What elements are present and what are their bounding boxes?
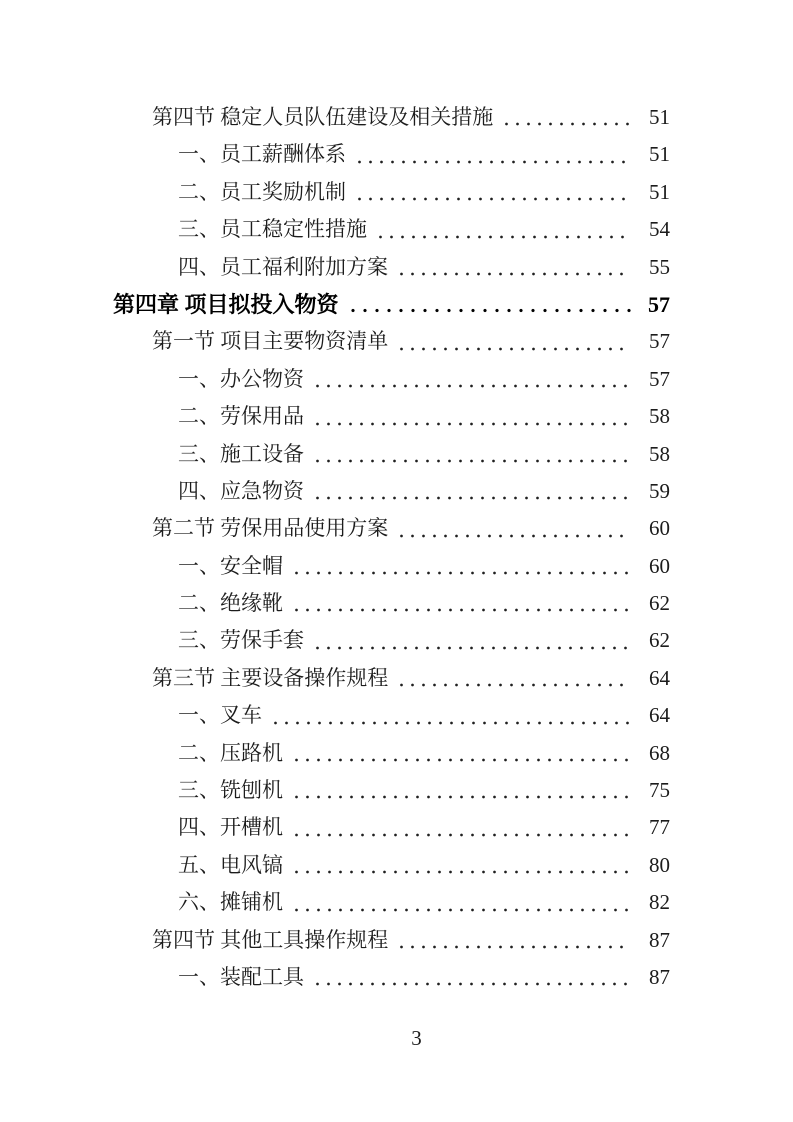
toc-entry-label: 一、叉车 xyxy=(178,703,262,728)
toc-entry-label: 第四节 其他工具操作规程 xyxy=(152,927,389,952)
toc-entry-label: 二、压路机 xyxy=(178,740,283,765)
toc-entry-label: 二、绝缘靴 xyxy=(178,591,283,616)
dot-leader xyxy=(347,286,631,323)
dot-leader xyxy=(396,660,631,697)
toc-entry-label: 三、员工稳定性措施 xyxy=(178,217,367,242)
toc-entry-item[interactable] xyxy=(0,735,670,772)
toc-entry-item[interactable] xyxy=(0,174,670,211)
toc-entry-page-number: 62 xyxy=(649,591,670,616)
dot-leader xyxy=(375,211,631,248)
toc-entry-page-number: 51 xyxy=(649,105,670,129)
page-footer xyxy=(0,1028,793,1049)
toc-entry-label: 四、开槽机 xyxy=(178,815,283,840)
toc-entry-item[interactable] xyxy=(0,622,670,659)
dot-leader xyxy=(354,136,631,173)
toc-entry-label: 三、铣刨机 xyxy=(178,778,283,803)
dot-leader xyxy=(396,323,631,360)
toc-entry-section[interactable] xyxy=(0,922,670,959)
toc-entry-label: 五、电风镐 xyxy=(178,852,283,877)
toc-entry-page-number: 51 xyxy=(649,142,670,167)
toc-entry-label: 四、应急物资 xyxy=(178,478,304,503)
toc-entry-page-number: 62 xyxy=(649,628,670,653)
toc-entry-section[interactable] xyxy=(0,323,670,360)
toc-entry-label: 第一节 项目主要物资清单 xyxy=(152,329,389,354)
footer-page-number: 3 xyxy=(411,1026,422,1050)
toc-entry-item[interactable] xyxy=(0,884,670,921)
toc-entry-label: 第三节 主要设备操作规程 xyxy=(152,665,389,690)
toc-entry-item[interactable] xyxy=(0,473,670,510)
dot-leader xyxy=(312,398,631,435)
dot-leader xyxy=(291,884,631,921)
dot-leader xyxy=(396,510,631,547)
dot-leader xyxy=(291,809,631,846)
dot-leader xyxy=(312,473,631,510)
toc-entry-page-number: 64 xyxy=(649,665,670,690)
toc-entry-item[interactable] xyxy=(0,959,670,996)
toc-entry-item[interactable] xyxy=(0,772,670,809)
dot-leader xyxy=(312,361,631,398)
toc-entry-label: 一、装配工具 xyxy=(178,964,304,989)
toc-entry-label: 一、员工薪酬体系 xyxy=(178,142,346,167)
toc-entry-page-number: 57 xyxy=(649,329,670,354)
toc-entry-page-number: 59 xyxy=(649,478,670,503)
toc-entry-label: 六、摊铺机 xyxy=(178,890,283,915)
toc-entry-item[interactable] xyxy=(0,847,670,884)
toc-entry-page-number: 58 xyxy=(649,441,670,466)
toc-entry-page-number: 57 xyxy=(648,291,670,317)
toc-entry-label: 二、员工奖励机制 xyxy=(178,179,346,204)
toc-entry-page-number: 55 xyxy=(649,254,670,279)
dot-leader xyxy=(396,922,631,959)
toc-entry-label: 二、劳保用品 xyxy=(178,404,304,429)
toc-entry-item[interactable] xyxy=(0,697,670,734)
toc-entry-page-number: 68 xyxy=(649,740,670,765)
toc-entry-item[interactable] xyxy=(0,436,670,473)
toc-entry-label: 一、办公物资 xyxy=(178,366,304,391)
toc-entry-label: 四、员工福利附加方案 xyxy=(178,254,388,279)
dot-leader xyxy=(291,585,631,622)
toc-entry-item[interactable] xyxy=(0,398,670,435)
toc-entry-page-number: 87 xyxy=(649,927,670,952)
dot-leader xyxy=(396,249,631,286)
toc-entry-page-number: 60 xyxy=(649,553,670,578)
toc-entry-item[interactable] xyxy=(0,361,670,398)
toc-entry-page-number: 58 xyxy=(649,404,670,429)
dot-leader xyxy=(270,697,631,734)
toc-entry-label: 三、劳保手套 xyxy=(178,628,304,653)
toc-entry-page-number: 82 xyxy=(649,890,670,915)
toc-entry-label: 第二节 劳保用品使用方案 xyxy=(152,516,389,541)
dot-leader xyxy=(312,959,631,996)
toc-entry-label: 第四章 项目拟投入物资 xyxy=(113,291,339,317)
dot-leader xyxy=(312,622,631,659)
toc-entry-page-number: 54 xyxy=(649,217,670,242)
toc-entry-item[interactable] xyxy=(0,585,670,622)
dot-leader xyxy=(312,436,631,473)
dot-leader xyxy=(291,735,631,772)
toc-entry-item[interactable] xyxy=(0,249,670,286)
toc-entry-chapter[interactable] xyxy=(0,286,670,323)
dot-leader xyxy=(501,99,631,136)
dot-leader xyxy=(354,174,631,211)
toc-entry-page-number: 87 xyxy=(649,964,670,989)
toc-entry-page-number: 64 xyxy=(649,703,670,728)
toc-entry-section[interactable] xyxy=(0,99,670,136)
toc-entry-label: 一、安全帽 xyxy=(178,553,283,578)
toc-entry-page-number: 51 xyxy=(649,179,670,204)
toc-entry-label: 第四节 稳定人员队伍建设及相关措施 xyxy=(152,105,494,129)
toc-entry-page-number: 60 xyxy=(649,516,670,541)
toc-entry-page-number: 75 xyxy=(649,778,670,803)
toc-entry-item[interactable] xyxy=(0,809,670,846)
toc-entry-page-number: 80 xyxy=(649,852,670,877)
toc-entry-item[interactable] xyxy=(0,136,670,173)
toc-entry-section[interactable] xyxy=(0,510,670,547)
toc-entry-item[interactable] xyxy=(0,548,670,585)
dot-leader xyxy=(291,847,631,884)
dot-leader xyxy=(291,772,631,809)
toc-entry-section[interactable] xyxy=(0,660,670,697)
toc-entry-page-number: 57 xyxy=(649,366,670,391)
toc-entry-item[interactable] xyxy=(0,211,670,248)
toc-entry-page-number: 77 xyxy=(649,815,670,840)
dot-leader xyxy=(291,548,631,585)
toc-entry-label: 三、施工设备 xyxy=(178,441,304,466)
table-of-contents xyxy=(0,99,793,996)
